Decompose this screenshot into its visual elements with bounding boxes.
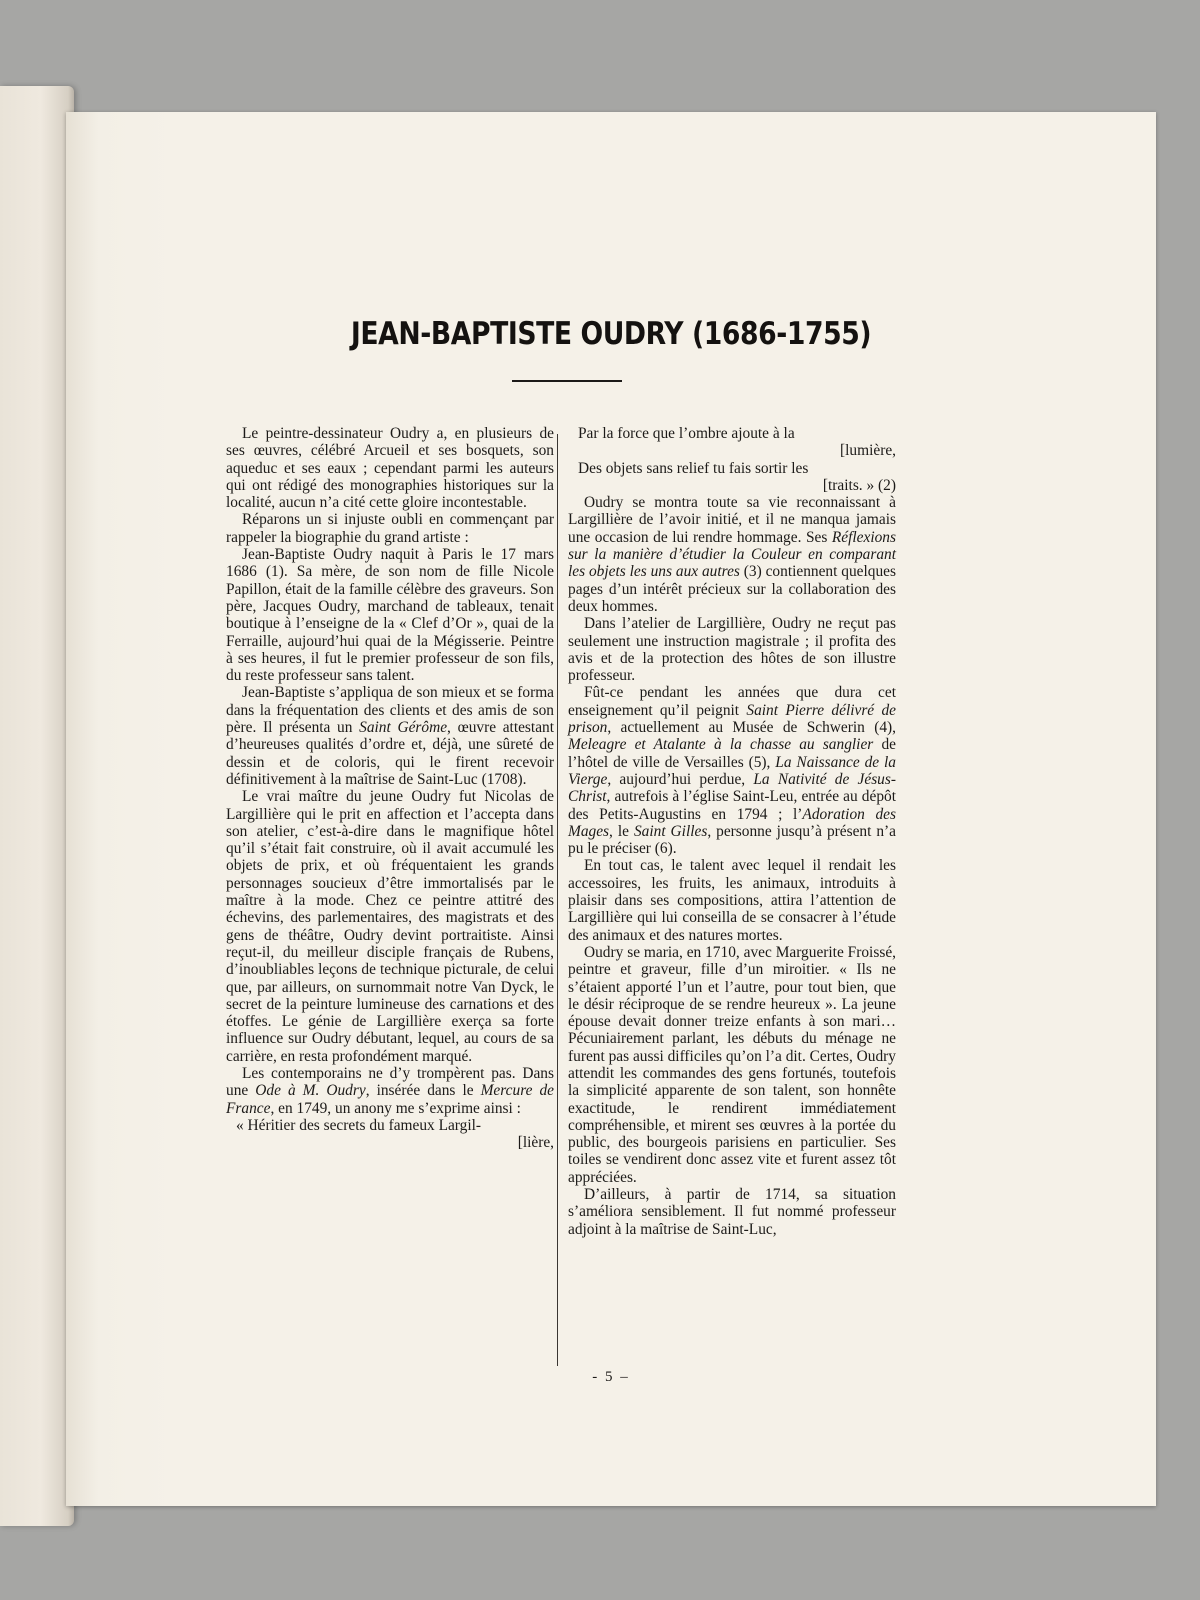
paragraph: Réparons un si injuste oubli en commençant par rappeler la biographie du grand artiste : (226, 511, 554, 546)
work-title: Réflexions sur la manière d’étudier la Couleur en comparant les objets les uns aux autres (568, 528, 896, 581)
artwork-title: La Naissance de la Vierge (568, 753, 896, 788)
verse-quote (568, 425, 896, 494)
verse-line: « Héritier des secrets du fameux Largil- (236, 1116, 482, 1134)
left-page-edge (0, 86, 74, 1526)
title-underline (512, 380, 622, 382)
artwork-title: Saint Gérôme (359, 719, 448, 737)
book-page (66, 112, 1156, 1506)
text-run: , le (609, 822, 634, 840)
artwork-title: Saint Pierre délivré de prison (568, 701, 896, 737)
text-run: , insérée dans le (365, 1082, 481, 1100)
verse-quote (226, 1117, 554, 1152)
paragraph (226, 684, 554, 788)
work-title: Ode à M. Oudry (255, 1082, 366, 1100)
paragraph: Oudry se maria, en 1710, avec Marguerite Froissé, peintre et graveur, fille d’un miroitier. « Ils ne s’étaient apporté l’un et l’autre, pour tout bien, que le désir réciproque de se rendre heureux ». La jeune épouse devait donner treize enfants à son mari… Pécuniairement parlant, les débuts du ménage ne furent pas aussi difficiles qu’on l’a dit. Certes, Oudry attendit les commandes des gens fortunés, toutefois la simplicité apparente de son talent, son honnête exactitude, le rendirent immédiatement compréhensible, et mirent ses œuvres à la portée du public, des bourgeois parisiens en particulier. Ses toiles se vendirent donc assez vite et furent assez tôt appréciées. (568, 943, 896, 1186)
verse-line-continuation: [lumière, (840, 442, 896, 460)
paragraph (226, 1065, 554, 1117)
verse-line-continuation: [traits. » (2) (822, 476, 896, 494)
text-run: Jean-Baptiste s’appliqua de son mieux et se forma dans la fréquentation des clients et des amis de son père. Il présenta un (226, 684, 554, 737)
artwork-title: Adoration des Mages (568, 805, 896, 840)
verse-line-continuation: [lière, (517, 1134, 554, 1152)
text-column-right (568, 425, 896, 1238)
paragraph (568, 494, 896, 615)
artwork-title: Saint Gilles (633, 822, 708, 840)
text-run: , en 1749, un anony me s’exprime ainsi : (270, 1099, 521, 1117)
journal-title: Mercure de France (226, 1082, 554, 1117)
text-column-left (226, 425, 554, 1151)
text-run: , personne jusqu’à présent n’a pu le préciser (6). (568, 822, 897, 858)
text-run: , aujourd’hui perdue, (607, 770, 754, 788)
text-run: , œuvre attestant d’heureuses qualités d’ordre et, déjà, une sûreté de dessin et de coloris, qui le firent recevoir définitivement à la maîtrise de Saint-Luc (1708). (226, 719, 555, 788)
artwork-title: Meleagre et Atalante à la chasse au sanglier (568, 736, 874, 754)
text-run: Les contemporains ne d’y trompèrent pas. Dans une (226, 1064, 554, 1100)
artwork-title: La Nativité de Jésus-Christ (568, 770, 896, 806)
text-run: (3) contiennent quelques pages d’un intérêt précieux sur la collaboration des deux hommes. (568, 563, 896, 615)
verse-line: Des objets sans relief tu fais sortir les (578, 459, 809, 477)
text-run: , actuellement au Musée de Schwerin (4), (607, 719, 896, 737)
text-run: Fût-ce pendant les années que dura cet enseignement qu’il peignit (568, 684, 896, 719)
article-title: JEAN-BAPTISTE OUDRY (1686-1755) (350, 316, 872, 352)
column-divider (557, 434, 558, 1366)
text-run: , autrefois à l’église Saint-Leu, entrée au dépôt des Petits-Augustins en 1794 ; l’ (568, 788, 896, 823)
paragraph: Jean-Baptiste Oudry naquit à Paris le 17 mars 1686 (1). Sa mère, de son nom de fille Nicole Papillon, était de la famille célèbre des graveurs. Son père, Jacques Oudry, marchand de tableaux, tenait boutique à l’enseigne de la « Clef d’Or », quai de la Ferraille, aujourd’hui quai de la Mégisserie. Peintre à ses heures, il fut le premier professeur de son fils, du reste professeur sans talent. (226, 546, 554, 685)
page-number: - 5 – (592, 1369, 630, 1385)
text-run: de l’hôtel de ville de Versailles (5), (568, 736, 896, 771)
paragraph: En tout cas, le talent avec lequel il rendait les accessoires, les fruits, les animaux, introduits à plaisir dans ses compositions, attira l’attention de Largillière qui lui conseilla de se consacrer à l’étude des animaux et des natures mortes. (568, 857, 896, 944)
paragraph: Le peintre-dessinateur Oudry a, en plusieurs de ses œuvres, célébré Arcueil et ses bosquets, son aqueduc et ses eaux ; cependant parmi les auteurs qui ont rédigé des monographies historiques sur la localité, aucun n’a cité cette gloire incontestable. (226, 425, 554, 512)
paragraph: D’ailleurs, à partir de 1714, sa situation s’améliora sensiblement. Il fut nommé professeur adjoint à la maîtrise de Saint-Luc, (568, 1186, 896, 1238)
text-run: Oudry se montra toute sa vie reconnaissant à Largillière de l’avoir initié, et il ne manqua jamais une occasion de lui rendre hommage. Ses (568, 494, 896, 546)
paragraph: Dans l’atelier de Largillière, Oudry ne reçut pas seulement une instruction magistrale ; il profita des avis et de la protection des hôtes de son illustre professeur. (568, 615, 896, 685)
verse-line: Par la force que l’ombre ajoute à la (578, 425, 795, 442)
paragraph: Le vrai maître du jeune Oudry fut Nicolas de Largillière qui le prit en affection et l’accepta dans son atelier, c’est-à-dire dans le magnifique hôtel qu’il s’était fait construire, où il avait accumulé les objets de prix, et où fréquentaient les grands personnages soucieux d’être immortalisés par le maître à la mode. Chez ce peintre attitré des échevins, des parlementaires, des magistrats et des gens de théâtre, Oudry devint portraitiste. Ainsi reçut-il, du meilleur disciple français de Rubens, d’inoubliables leçons de technique picturale, de celui que, par ailleurs, on surnommait notre Van Dyck, le secret de la peinture lumineuse des carnations et des étoffes. Le génie de Largillière exerça sa forte influence sur Oudry débutant, lequel, au cours de sa carrière, en resta profondément marqué. (226, 788, 554, 1065)
paragraph (568, 684, 896, 857)
